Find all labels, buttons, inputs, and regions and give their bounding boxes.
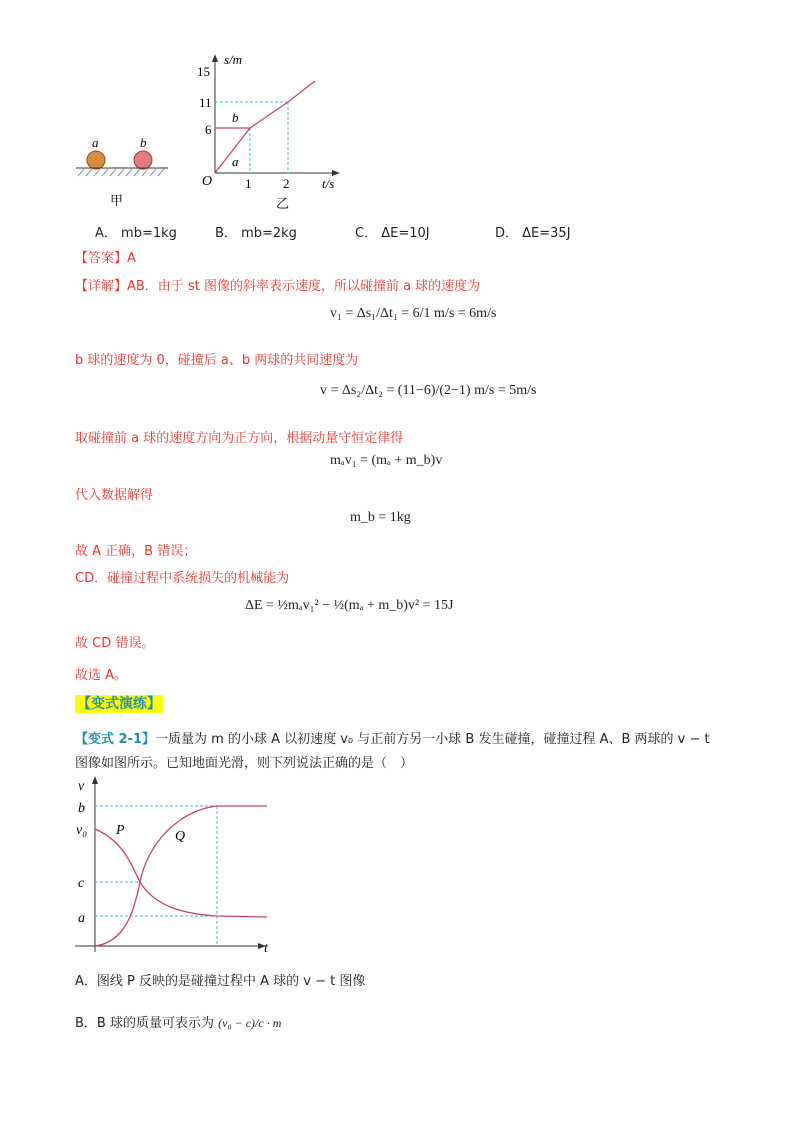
option-a-2[interactable]: A．图线 P 反映的是碰撞过程中 A 球的 v − t 图像 [75,974,366,989]
label-b: b [140,135,147,150]
option-text: ΔE=35J [522,226,571,241]
option-text: B．B 球的质量可表示为 [75,1016,214,1031]
label-a: a [92,135,99,150]
equation-v: v = Δs₂/Δt₂ = (11−6)/(2−1) m/s = 5m/s [320,383,537,398]
x-axis-label: t [264,941,268,956]
y-tick-6: 6 [205,122,212,137]
equation-energy: ΔE = ½mₐv₁² − ½(mₐ + m_b)v² = 15J [245,598,454,613]
question-text-2: 图像如图所示。已知地面光滑，则下列说法正确的是（ ） [75,756,414,771]
y-tick-15: 15 [197,64,210,79]
ball-a [87,151,105,169]
option-b[interactable] [215,222,297,241]
explanation-line: 【详解】AB．由于 st 图像的斜率表示速度，所以碰撞前 a 球的速度为 [75,279,481,294]
explanation-line: 故 A 正确，B 错误； [75,544,197,559]
option-text: ΔE=10J [381,226,430,241]
answer: 【答案】A [75,251,136,266]
explanation-line: b 球的速度为 0，碰撞后 a、b 两球的共同速度为 [75,353,359,368]
equation-v1: v₁ = Δs₁/Δt₁ = 6/1 m/s = 6m/s [330,306,497,321]
curve-p-label: P [116,823,125,838]
y-axis-label: v [78,779,85,794]
option-text: mb=2kg [241,226,297,241]
option-letter: C． [355,226,378,241]
figure-st-graph [60,50,340,220]
st-curves [215,81,315,173]
explanation-line: CD．碰撞过程中系统损失的机械能为 [75,571,290,586]
curve-q-label: Q [175,829,186,844]
x-tick-2: 2 [283,176,290,191]
explanation-line: 故选 A。 [75,668,128,683]
option-b-2[interactable] [75,1012,281,1031]
question-text: 一质量为 m 的小球 A 以初速度 v₀ 与正前方另一小球 B 发生碰撞，碰撞过程 A、B 两球的 v − t [155,732,710,747]
option-letter: D． [495,226,519,241]
origin-label: O [202,174,213,189]
curve-b-label: b [232,110,239,125]
ground-hatch [78,169,164,176]
question-2-1 [75,728,710,747]
option-letter: B． [215,226,237,241]
section-title-text: 【变式演练】 [77,696,161,712]
figure-vt-graph [60,772,290,957]
equation-mb: m_b = 1kg [350,510,411,525]
option-a[interactable] [95,222,177,241]
option-text: mb=1kg [121,226,177,241]
y-axis-label: s/m [224,52,243,67]
option-d[interactable] [495,222,571,241]
explanation-line: 取碰撞前 a 球的速度方向为正方向，根据动量守恒定律得 [75,431,404,446]
option-c[interactable] [355,222,430,241]
ball-b [134,151,152,169]
curve-a-label: a [232,154,239,169]
explanation-line: 故 CD 错误。 [75,636,155,651]
equation-momentum: mₐv₁ = (mₐ + m_b)v [330,453,443,468]
explanation-line: 代入数据解得 [75,488,154,503]
option-letter: A． [95,226,117,241]
label-b: b [78,801,85,816]
label-v0: v₀ [76,823,88,838]
section-title [75,693,163,713]
option-expression: (v₀ − c)/c · m [218,1016,282,1030]
x-tick-1: 1 [245,176,252,191]
question-tag: 【变式 2-1】 [75,732,156,747]
caption-yi: 乙 [276,196,290,211]
y-tick-11: 11 [199,95,212,110]
caption-jia: 甲 [110,193,124,208]
x-axis-label: t/s [322,176,335,191]
label-c: c [78,876,85,891]
label-a: a [78,911,85,926]
